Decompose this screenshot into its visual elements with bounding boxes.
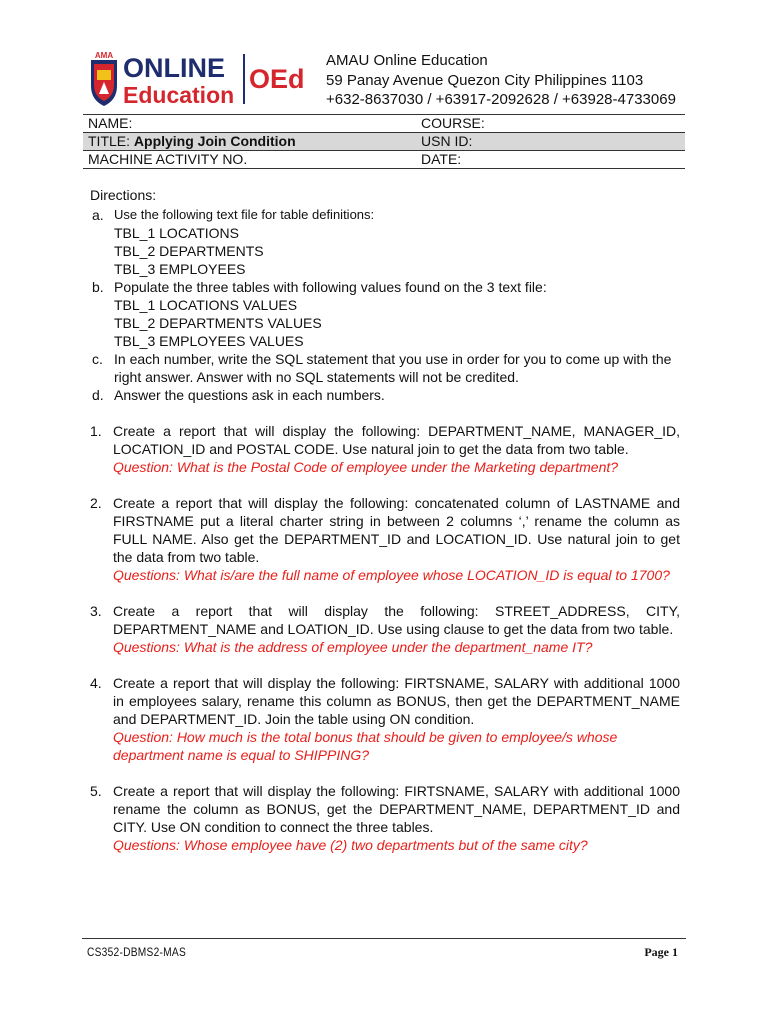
question-instructions: Create a report that will display the following: FIRTSNAME, SALARY with additional 1000 in employees salary, rename this column as BONUS, then get the DEPARTMENT_NAME and DEPARTMENT_ID. Join the table using ON condition. [113,675,680,727]
direction-a [90,206,680,278]
question-number: 5. [90,783,102,799]
question-prompt: Questions: Whose employee have (2) two departments but of the same city? [113,837,588,853]
table-def-line: TBL_1 LOCATIONS [114,225,240,241]
question-number: 4. [90,675,102,691]
question-number: 3. [90,603,102,619]
footer-divider [82,938,686,939]
question-item-1 [90,422,680,476]
direction-d [90,386,680,404]
table-values-line: TBL_2 DEPARTMENTS VALUES [114,315,322,331]
question-prompt: Question: How much is the total bonus that should be given to employee/s whose department name is equal to SHIPPING? [113,729,618,763]
logo-online-text: ONLINE [123,53,226,83]
directions-title: Directions: [90,187,157,203]
question-prompt: Question: What is the Postal Code of employee under the Marketing department? [113,459,619,475]
question-instructions: Create a report that will display the following: concatenated column of LASTNAME and FIRSTNAME put a literal charter string in between 2 columns ‘,’ rename the column as FULL NAME. Also get the DEPARTMENT_ID and LOCATION_ID. Use natural join to get the data from two table. [113,495,680,565]
logo-education-text: Education [123,82,235,108]
question-item-3 [90,602,680,656]
page-number: Page 1 [644,945,678,959]
student-info-table [83,114,685,169]
document-body [90,186,680,854]
question-number: 1. [90,423,102,439]
question-item-2 [90,494,680,584]
table-values-line: TBL_3 EMPLOYEES VALUES [114,333,304,349]
contact-block [326,51,676,110]
question-instructions: Create a report that will display the following: DEPARTMENT_NAME, MANAGER_ID, LOCATION_ID and POSTAL CODE. Use natural join to get the data from two table. [113,423,680,457]
question-number: 2. [90,495,102,511]
ama-online-education-logo [88,50,320,108]
direction-marker: d. [92,387,104,403]
question-prompt: Questions: What is the address of employee under the department_name IT? [113,639,593,655]
direction-text: Use the following text file for table definitions: [114,207,375,222]
direction-text: In each number, write the SQL statement that you use in order for you to come up with the right answer. Answer with no SQL statements will not be credited. [114,351,672,385]
ama-logo-text: AMA [94,51,114,60]
name-field: NAME: [83,115,416,133]
question-item-4 [90,674,680,764]
title-label: TITLE: [88,133,134,149]
question-instructions: Create a report that will display the following: STREET_ADDRESS, CITY, DEPARTMENT_NAME and LOATION_ID. Use using clause to get the data from two table. [113,603,680,637]
title-field [83,133,416,151]
org-name: AMAU Online Education [326,52,488,69]
direction-b [90,278,680,350]
activity-field: MACHINE ACTIVITY NO. [83,151,416,169]
direction-text: Answer the questions ask in each numbers. [114,387,385,403]
course-field: COURSE: [416,115,685,133]
direction-c [90,350,680,386]
org-address: 59 Panay Avenue Quezon City Philippines 1103 [326,71,644,89]
date-field: DATE: [416,151,685,169]
table-def-line: TBL_2 DEPARTMENTS [114,243,264,259]
title-value: Applying Join Condition [133,133,296,149]
letterhead [88,50,688,112]
course-code-footer: CS352-DBMS2-MAS [87,945,187,959]
org-phones: +632-8637030 / +63917-2092628 / +63928-4733069 [326,91,676,108]
question-prompt: Questions: What is/are the full name of employee whose LOCATION_ID is equal to 1700? [113,567,670,583]
question-instructions: Create a report that will display the following: FIRTSNAME, SALARY with additional 1000 rename the column as BONUS, get the DEPARTMENT_NAME, DEPARTMENT_ID and CITY. Use ON condition to connect the three tables. [113,783,680,835]
direction-text: Populate the three tables with following values found on the 3 text file: [114,279,547,295]
table-values-line: TBL_1 LOCATIONS VALUES [114,297,298,313]
direction-marker: a. [92,207,104,223]
direction-marker: b. [92,279,104,295]
usn-field: USN ID: [416,133,685,151]
direction-marker: c. [92,351,103,367]
logo-oed-text: OEd [249,64,305,94]
table-def-line: TBL_3 EMPLOYEES [114,261,246,277]
question-item-5 [90,782,680,854]
